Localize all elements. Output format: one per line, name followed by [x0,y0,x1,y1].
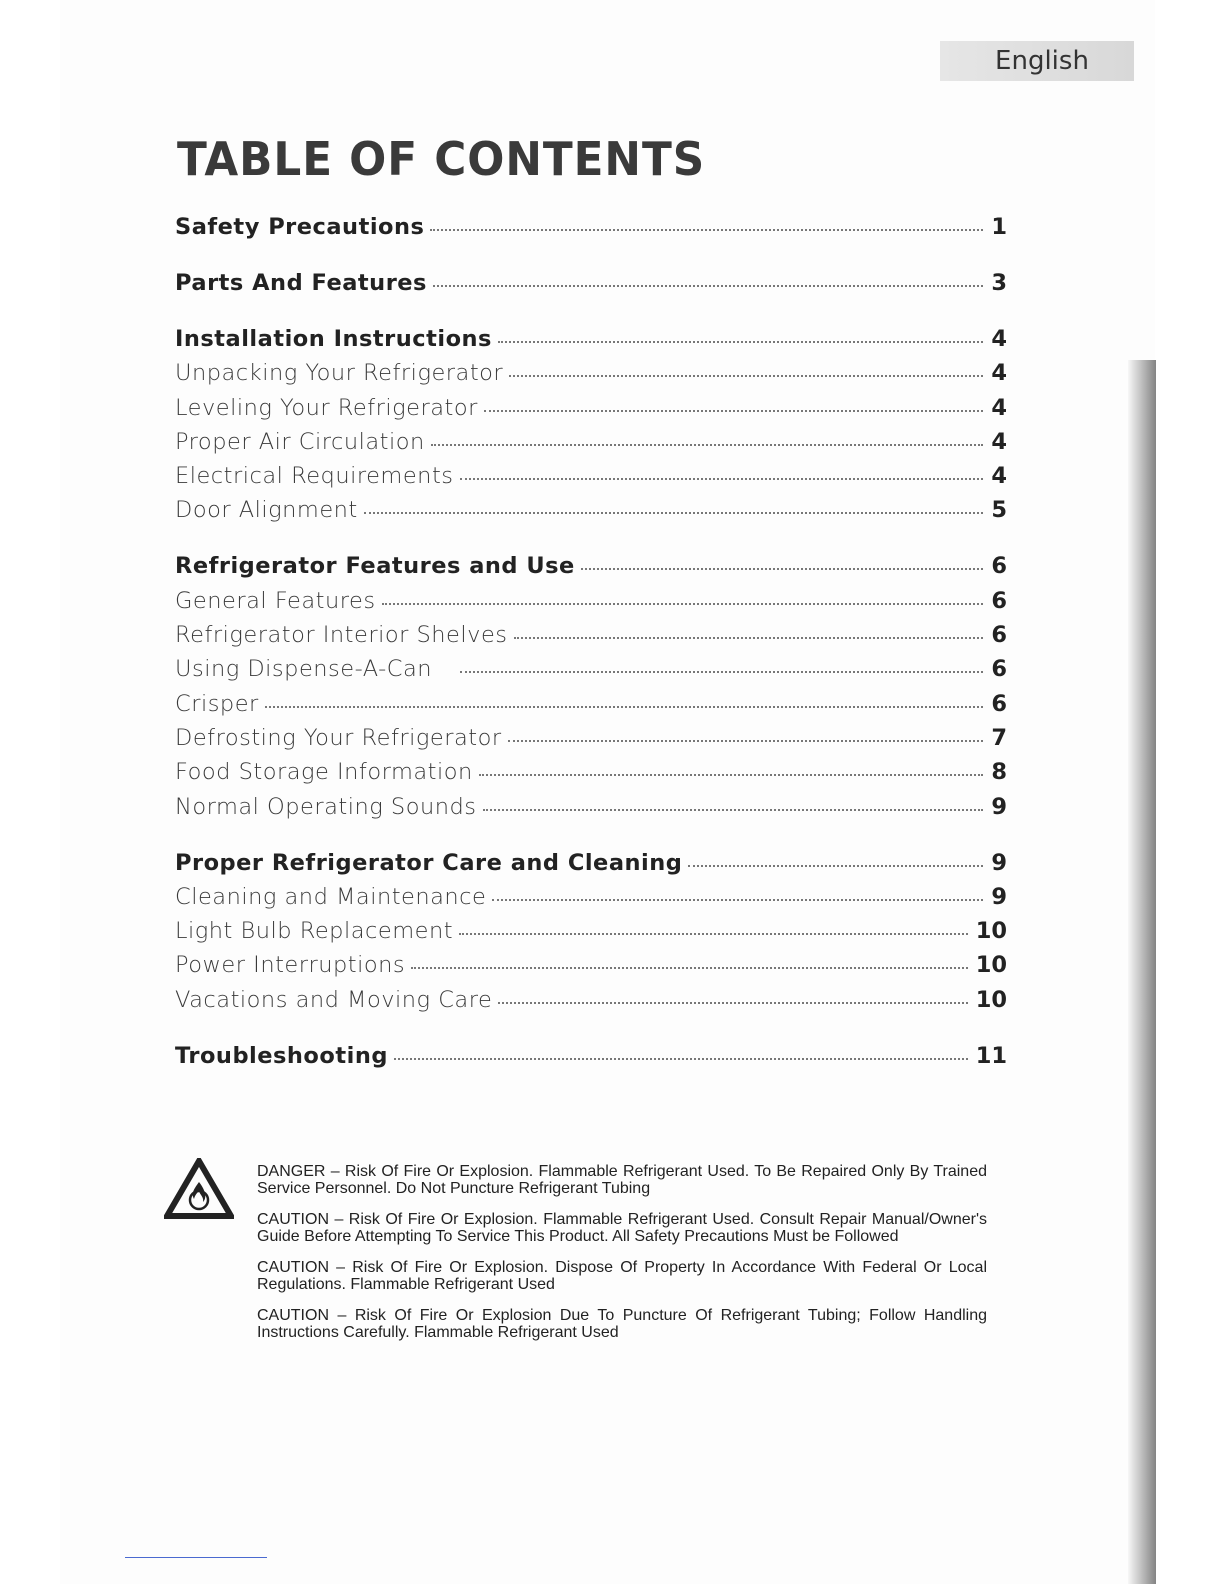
dot-leader [411,967,968,969]
caution-notice: CAUTION – Risk Of Fire Or Explosion Due To Puncture Of Refrigerant Tubing; Follow Handling Instructions Carefully. Flammable Refrigerant Used [257,1307,987,1341]
toc-entry-page: 10 [975,918,1007,945]
toc-entry[interactable] [175,553,1007,587]
toc-entry[interactable] [175,884,1007,918]
toc-entry-page: 9 [991,793,1007,820]
toc-entry-page: 4 [991,463,1007,490]
toc-entry[interactable] [175,497,1007,531]
dot-leader [460,671,983,673]
toc-entry-page: 9 [991,849,1007,876]
toc-entry-page: 9 [991,883,1007,910]
toc-entry-page: 7 [991,724,1007,751]
page-title: TABLE OF CONTENTS [177,132,706,186]
flammable-warning-icon [164,1158,234,1220]
dot-leader [433,285,983,287]
dot-leader [483,809,984,811]
toc-entry[interactable] [175,429,1007,463]
toc-entry[interactable] [175,850,1007,884]
toc-entry-page: 8 [991,759,1007,786]
toc-entry[interactable] [175,691,1007,725]
page-edge-shadow [1128,360,1156,1584]
toc-entry[interactable] [175,987,1007,1021]
toc-entry[interactable] [175,588,1007,622]
dot-leader [459,933,968,935]
toc-entry[interactable] [175,656,1007,690]
toc-entry-label: Crisper [175,690,259,717]
toc-entry-page: 3 [991,269,1007,296]
toc-entry-page: 6 [991,690,1007,717]
dot-leader [394,1058,968,1060]
toc-entry-label: Refrigerator Interior Shelves [175,622,508,649]
toc-entry-label: Power Interruptions [175,952,406,979]
dot-leader [460,478,984,480]
dot-leader [430,229,983,231]
toc-entry-page: 5 [991,497,1007,524]
toc-entry[interactable] [175,395,1007,429]
dot-leader [431,444,984,446]
toc-entry[interactable] [175,463,1007,497]
toc-entry-label: Proper Refrigerator Care and Cleaning [175,849,683,876]
toc-entry-label: Safety Precautions [175,214,425,240]
toc-entry[interactable] [175,794,1007,828]
toc-entry-label: General Features [175,587,376,614]
toc-entry[interactable] [175,360,1007,394]
dot-leader [484,410,983,412]
toc-entry[interactable] [175,326,1007,360]
toc-entry[interactable] [175,1043,1007,1077]
dot-leader [479,774,984,776]
toc-entry-label: Electrical Requirements [175,463,454,490]
toc-entry-page: 6 [991,587,1007,614]
toc-entry[interactable] [175,270,1007,304]
toc-entry-page: 10 [975,986,1007,1013]
toc-entry-label: Parts And Features [175,269,427,296]
toc-entry-page: 4 [991,360,1007,387]
toc-entry-page: 6 [991,622,1007,649]
toc-entry-label: Cleaning and Maintenance [175,883,487,910]
dot-leader [498,341,983,343]
toc-entry[interactable] [175,952,1007,986]
toc-entry-label: Light Bulb Replacement [175,918,454,945]
toc-entry-label: Refrigerator Features and Use [175,553,575,580]
warning-text [257,1164,987,1356]
caution-notice: CAUTION – Risk Of Fire Or Explosion. Flammable Refrigerant Used. Consult Repair Manual/Owner's Guide Before Attempting To Service This Product. All Safety Precautions Must be Followed [257,1211,987,1245]
toc-entry-label: Food Storage Information [175,759,473,786]
toc-entry-page: 4 [991,394,1007,421]
dot-leader [581,568,984,570]
dot-leader [688,865,983,867]
toc-entry-label: Normal Operating Sounds [175,793,477,820]
dot-leader [514,637,984,639]
dot-leader [364,512,984,514]
toc-entry[interactable] [175,759,1007,793]
toc-entry-page: 4 [991,325,1007,352]
dot-leader [382,603,984,605]
caution-notice: CAUTION – Risk Of Fire Or Explosion. Dispose Of Property In Accordance With Federal Or Local Regulations. Flammable Refrigerant Used [257,1259,987,1293]
language-tab: English [940,41,1134,81]
dot-leader [498,1002,967,1004]
toc-entry[interactable] [175,622,1007,656]
toc-entry-label: Leveling Your Refrigerator [175,394,478,421]
toc-entry-label: Using Dispense-A-Can [175,656,433,683]
toc-entry-label: Troubleshooting [175,1042,388,1069]
toc-entry-page: 11 [975,1042,1007,1069]
toc-entry-label: Vacations and Moving Care [175,986,493,1013]
toc-entry-label: Proper Air Circulation [175,428,425,455]
table-of-contents [175,214,1007,1077]
dot-leader [265,706,984,708]
toc-entry-page: 6 [991,656,1007,683]
toc-entry-page: 10 [975,952,1007,979]
dot-leader [508,740,984,742]
toc-entry[interactable] [175,918,1007,952]
toc-entry[interactable] [175,214,1007,248]
toc-entry[interactable] [175,725,1007,759]
footer-rule [125,1557,267,1558]
dot-leader [492,899,983,901]
toc-entry-label: Door Alignment [175,497,358,524]
toc-entry-label: Defrosting Your Refrigerator [175,724,502,751]
dot-leader [509,375,983,377]
toc-entry-label: Unpacking Your Refrigerator [175,360,504,387]
danger-notice: DANGER – Risk Of Fire Or Explosion. Flammable Refrigerant Used. To Be Repaired Only By Trained Service Personnel. Do Not Puncture Refrigerant Tubing [257,1163,987,1197]
toc-entry-page: 1 [991,214,1007,240]
toc-entry-page: 4 [991,428,1007,455]
toc-entry-page: 6 [991,553,1007,580]
toc-entry-label: Installation Instructions [175,325,492,352]
